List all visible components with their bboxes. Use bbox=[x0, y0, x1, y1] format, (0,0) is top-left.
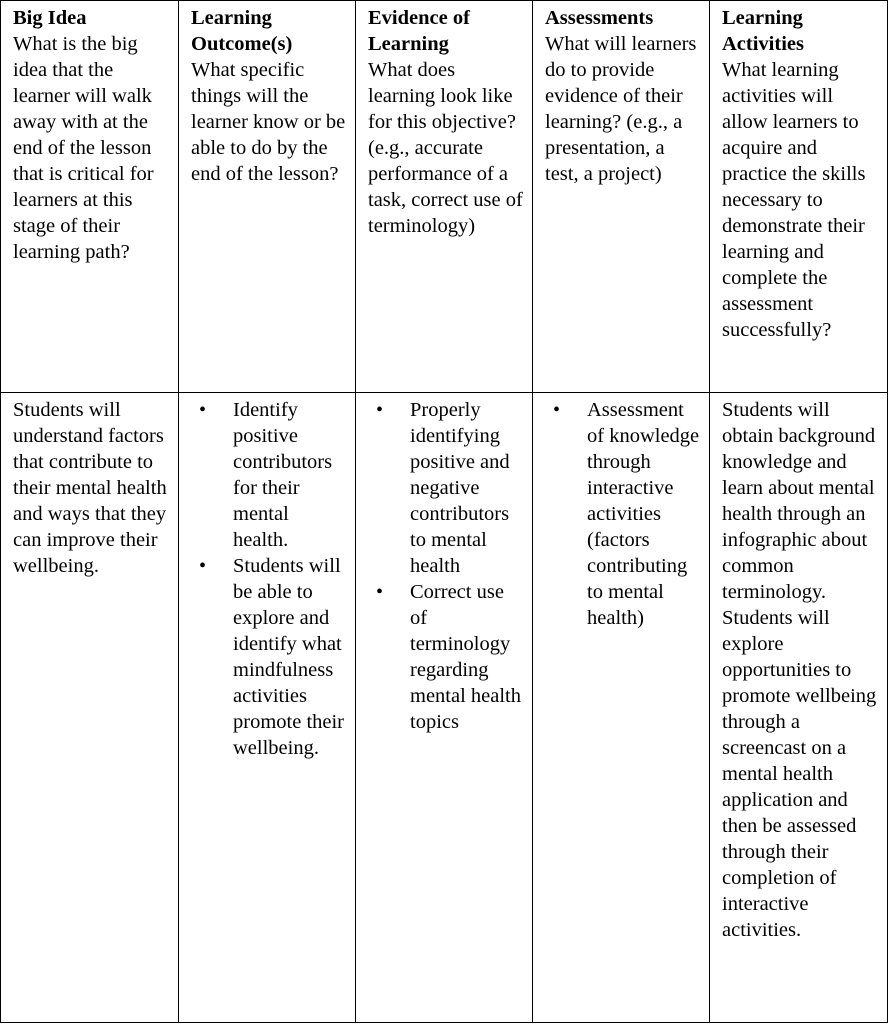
header-cell-assessments bbox=[533, 1, 710, 393]
list-item: • Identify positive contributors for their mental health. bbox=[233, 397, 347, 553]
header-cell-learning-outcomes bbox=[179, 1, 356, 393]
header-title: Assessments bbox=[545, 7, 654, 29]
cell-assessments bbox=[533, 393, 710, 1023]
big-idea-text: Students will understand factors that contribute to their mental health and ways that they can improve their wellbeing. bbox=[13, 399, 167, 577]
header-row bbox=[1, 1, 888, 393]
cell-big-idea bbox=[1, 393, 179, 1023]
cell-learning-activities bbox=[710, 393, 888, 1023]
learning-activities-text: Students will obtain background knowledge and learn about mental health through an infographic about common terminology. Students will explore opportunities to promote wellbeing through a screencast on a mental health application and then be assessed through their completion of interactive activities. bbox=[722, 399, 877, 941]
header-title: Evidence of Learning bbox=[368, 7, 470, 55]
header-cell-learning-activities bbox=[710, 1, 888, 393]
header-title: Learning Activities bbox=[722, 7, 804, 55]
content-row bbox=[1, 393, 888, 1023]
list-item: • Properly identifying positive and negative contributors to mental health bbox=[410, 397, 524, 579]
header-question: What specific things will the learner know or be able to do by the end of the lesson? bbox=[191, 59, 346, 185]
header-question: What does learning look like for this objective? (e.g., accurate performance of a task, correct use of terminology) bbox=[368, 59, 523, 237]
cell-evidence-of-learning bbox=[356, 393, 533, 1023]
header-cell-big-idea bbox=[1, 1, 179, 393]
header-question: What is the big idea that the learner will walk away with at the end of the lesson that is critical for learners at this stage of their learning path? bbox=[13, 33, 154, 263]
learning-outcomes-list bbox=[191, 397, 347, 761]
list-item: • Correct use of terminology regarding mental health topics bbox=[410, 579, 524, 735]
header-title: Big Idea bbox=[13, 7, 87, 29]
header-cell-evidence-of-learning bbox=[356, 1, 533, 393]
assessments-list bbox=[545, 397, 701, 631]
header-question: What will learners do to provide evidence of their learning? (e.g., a presentation, a test, a project) bbox=[545, 33, 697, 185]
header-question: What learning activities will allow learners to acquire and practice the skills necessary to demonstrate their learning and complete the assessment successfully? bbox=[722, 59, 866, 341]
header-title: Learning Outcome(s) bbox=[191, 7, 293, 55]
cell-learning-outcomes bbox=[179, 393, 356, 1023]
list-item: • Students will be able to explore and identify what mindfulness activities promote their wellbeing. bbox=[233, 553, 347, 761]
evidence-list bbox=[368, 397, 524, 735]
list-item: • Assessment of knowledge through interactive activities (factors contributing to mental health) bbox=[587, 397, 701, 631]
